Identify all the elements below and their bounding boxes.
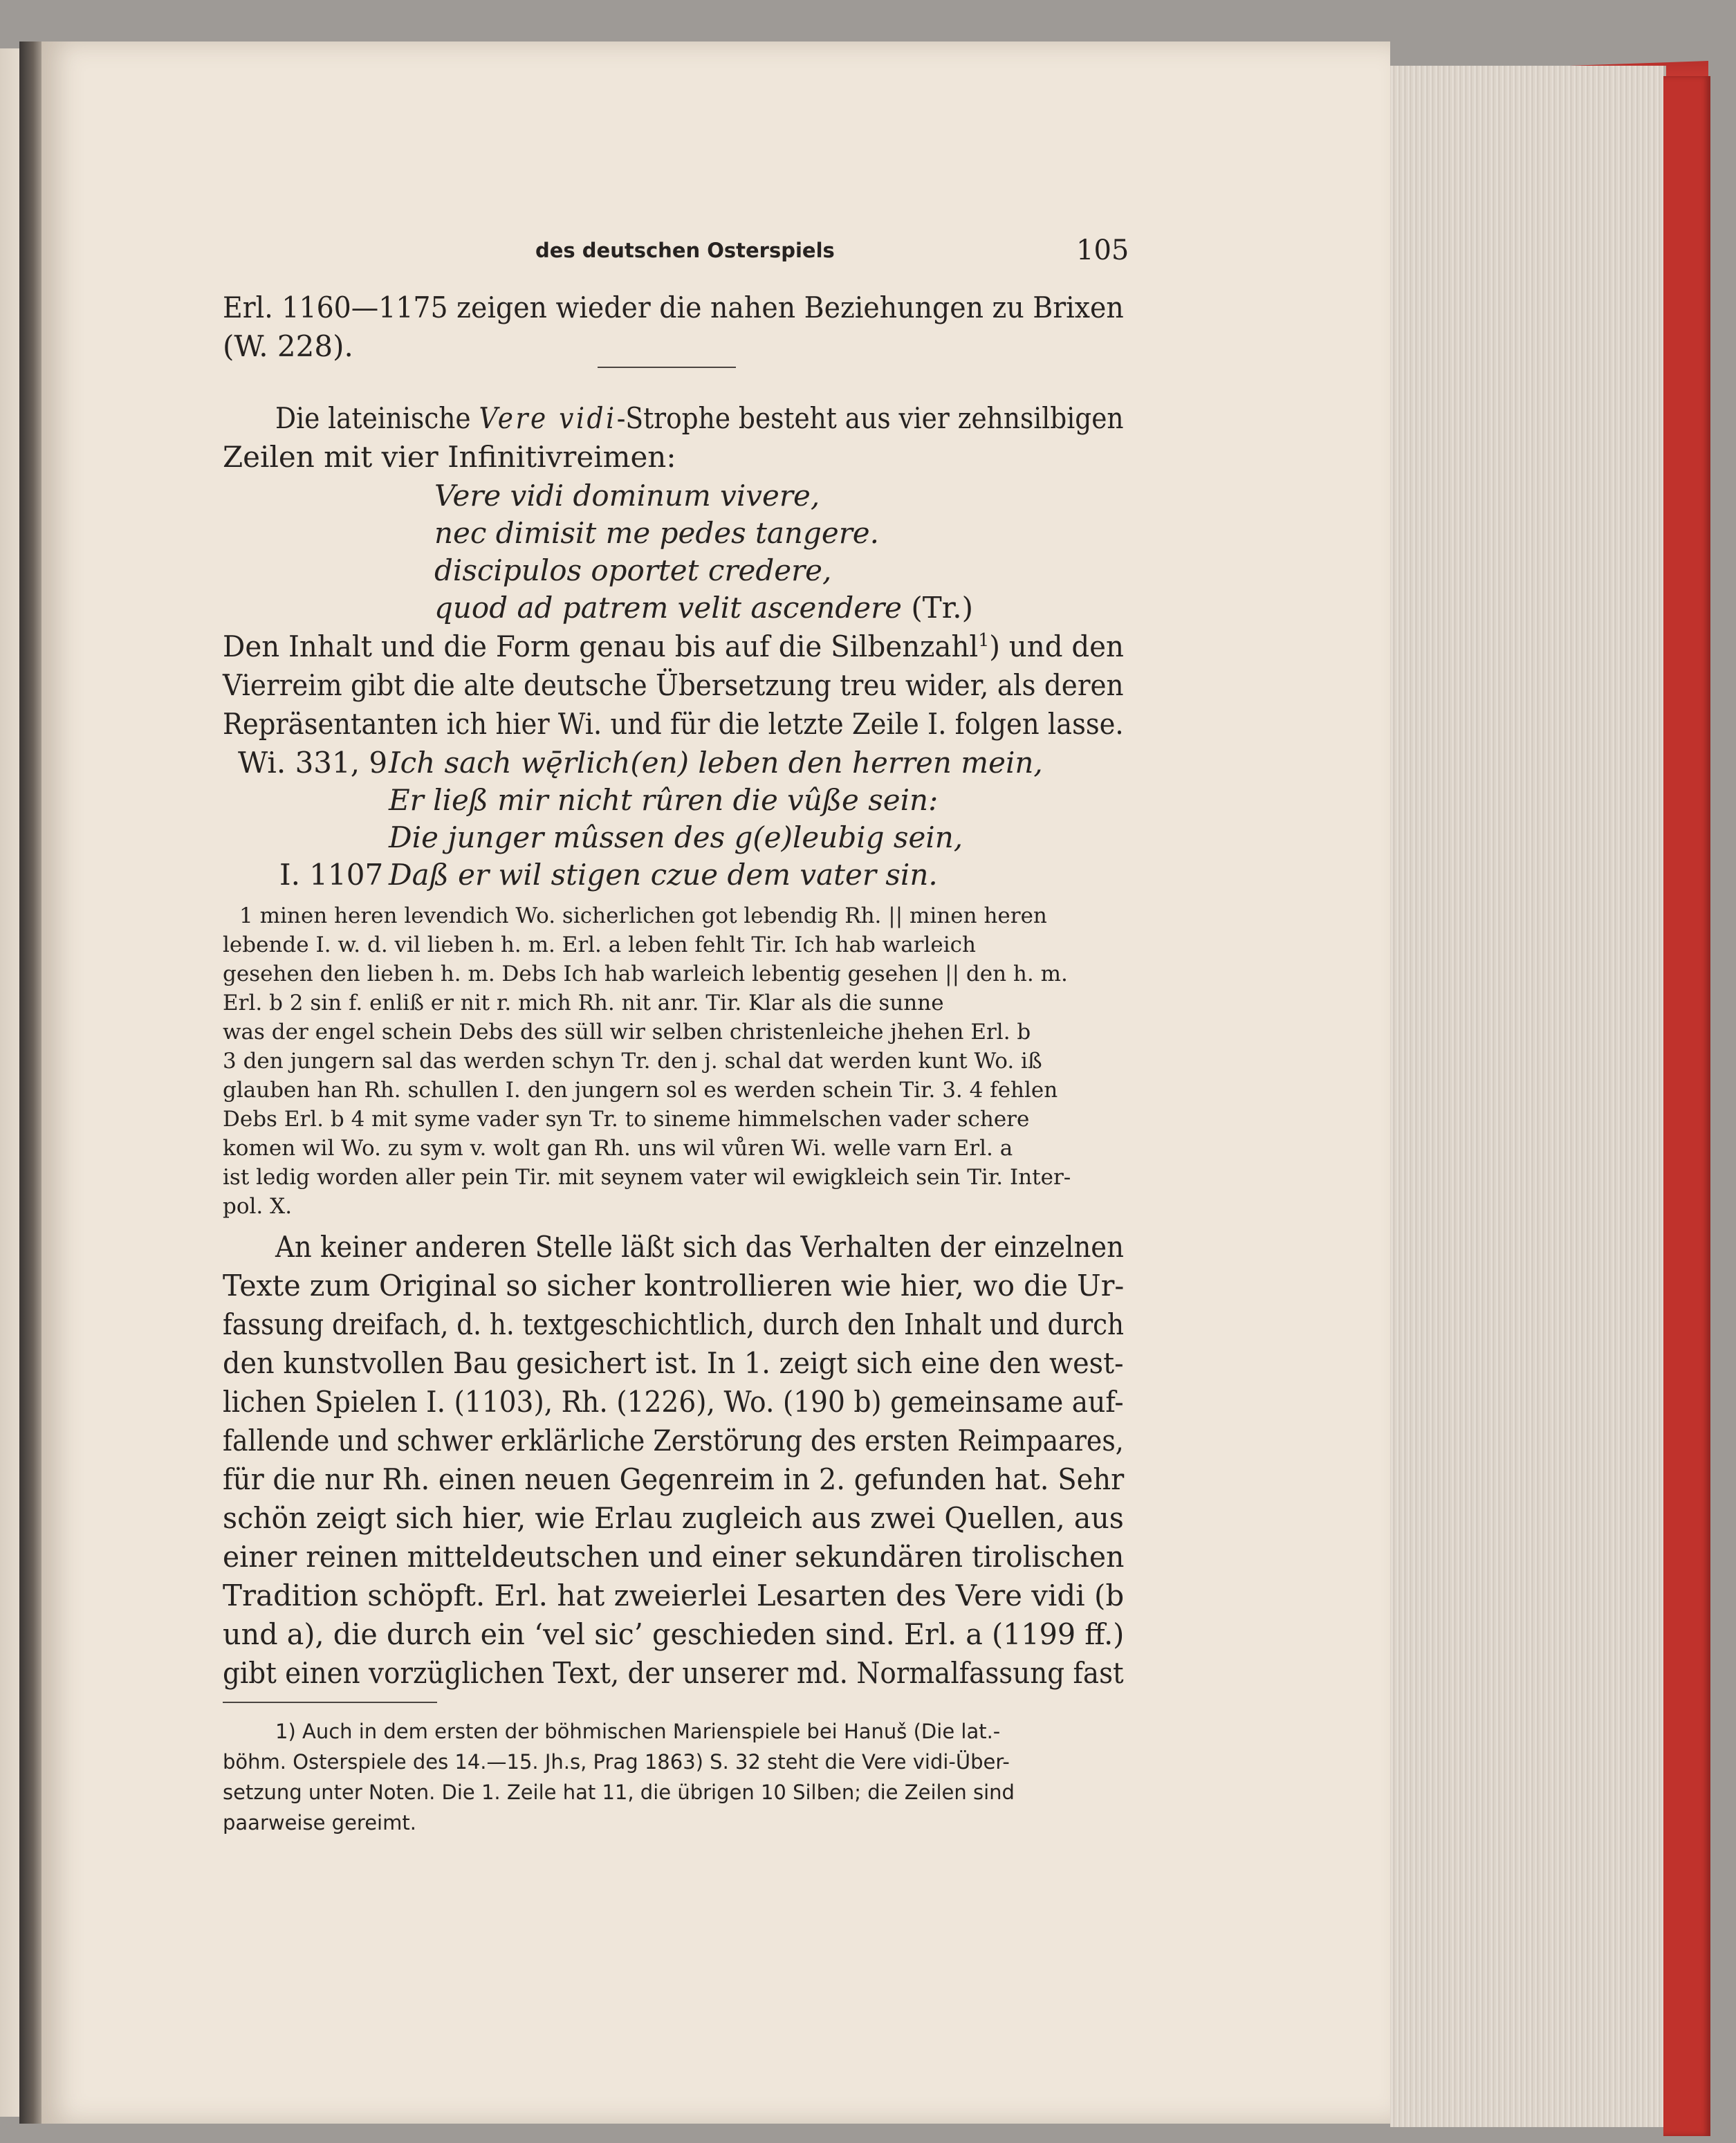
paragraph-4-line: und a), die durch ein ‘vel sic’ geschieden sind. Erl. a (1199 ff.) bbox=[223, 1617, 1125, 1651]
paragraph-2-line-2: Zeilen mit vier Infinitivreimen: bbox=[223, 440, 676, 474]
paragraph-2-line-1 bbox=[275, 401, 1124, 435]
paragraph-3-line-3: Repräsentanten ich hier Wi. und für die letzte Zeile I. folgen lasse. bbox=[223, 707, 1124, 741]
latin-verse-source: (Tr.) bbox=[911, 591, 973, 625]
paragraph-4-line: einer reinen mitteldeutschen und einer sekundären tirolischen bbox=[223, 1540, 1125, 1574]
footnote-line: 1) Auch in dem ersten der böhmischen Marienspiele bei Hanuš (Die lat.- bbox=[275, 1720, 1001, 1743]
paragraph-2-text-c: -Strophe besteht aus vier zehnsilbigen bbox=[616, 401, 1124, 435]
latin-verse-line-2: nec dimisit me pedes tangere. bbox=[434, 516, 879, 550]
apparatus-line: Debs Erl. b 4 mit syme vader syn Tr. to sineme himmelschen vader schere bbox=[223, 1107, 1030, 1132]
apparatus-line: 1 minen heren levendich Wo. sicherlichen got lebendig Rh. || minen heren bbox=[239, 903, 1047, 928]
footnote-line: böhm. Osterspiele des 14.—15. Jh.s, Prag 1863) S. 32 steht die Vere vidi-Über- bbox=[223, 1750, 1010, 1774]
apparatus-line: pol. X. bbox=[223, 1194, 293, 1219]
german-verse-ref-4: I. 1107 bbox=[279, 858, 384, 892]
paragraph-4-line: An keiner anderen Stelle läßt sich das Verhalten der einzelnen bbox=[275, 1230, 1124, 1264]
page-block-edges bbox=[1390, 66, 1666, 2127]
red-cover-board bbox=[1663, 76, 1710, 2136]
paragraph-4-line: den kunstvollen Bau gesichert ist. In 1. zeigt sich eine den west- bbox=[223, 1346, 1124, 1380]
paragraph-3-text-b: ) und den bbox=[989, 629, 1125, 663]
paragraph-4-line: Tradition schöpft. Erl. hat zweierlei Lesarten des Vere vidi (b bbox=[223, 1579, 1125, 1612]
apparatus-line: gesehen den lieben h. m. Debs Ich hab warleich lebentig gesehen || den h. m. bbox=[223, 962, 1068, 986]
paragraph-3-line-1 bbox=[223, 629, 1124, 663]
apparatus-line: 3 den jungern sal das werden schyn Tr. den j. schal dat werden kunt Wo. iß bbox=[223, 1049, 1042, 1074]
apparatus-line: ist ledig worden aller pein Tir. mit seynem vater wil ewigkleich sein Tir. Inter- bbox=[223, 1165, 1071, 1190]
german-verse-ref-1: Wi. 331, 9 bbox=[238, 746, 388, 780]
paragraph-4-line: lichen Spielen I. (1103), Rh. (1226), Wo. (190 b) gemeinsame auf- bbox=[223, 1385, 1124, 1419]
paragraph-4-line: Texte zum Original so sicher kontrollieren wie hier, wo die Ur- bbox=[223, 1269, 1125, 1303]
vere-vidi-term: Vere vidi bbox=[479, 401, 617, 435]
paragraph-1-line-1: Erl. 1160—1175 zeigen wieder die nahen Beziehungen zu Brixen bbox=[223, 291, 1124, 324]
latin-verse-line-3: discipulos oportet credere, bbox=[434, 553, 832, 587]
paragraph-4-line: schön zeigt sich hier, wie Erlau zugleich aus zwei Quellen, aus bbox=[223, 1501, 1124, 1535]
paragraph-1-line-2: (W. 228). bbox=[223, 329, 353, 363]
running-title: des deutschen Osterspiels bbox=[535, 239, 835, 262]
apparatus-line: lebende I. w. d. vil lieben h. m. Erl. a leben fehlt Tir. Ich hab warleich bbox=[223, 932, 976, 957]
footnote-marker: 1 bbox=[978, 630, 990, 651]
german-verse-line-1: Ich sach wę̄rlich(en) leben den herren mein, bbox=[389, 746, 1043, 780]
latin-verse-line-1: Vere vidi dominum vivere, bbox=[434, 479, 820, 513]
section-divider bbox=[598, 367, 736, 368]
paragraph-4-line: fallende und schwer erklärliche Zerstörung des ersten Reimpaares, bbox=[223, 1424, 1124, 1457]
latin-verse-line-4 bbox=[434, 591, 973, 625]
footnote-rule bbox=[223, 1702, 437, 1703]
apparatus-line: was der engel schein Debs des süll wir selben christenleiche jhehen Erl. b bbox=[223, 1020, 1031, 1045]
german-verse-line-4: Daß er wil stigen czue dem vater sin. bbox=[389, 858, 938, 892]
apparatus-line: komen wil Wo. zu sym v. wolt gan Rh. uns wil vůren Wi. welle varn Erl. a bbox=[223, 1136, 1013, 1161]
paragraph-4-line: fassung dreifach, d. h. textgeschichtlich, durch den Inhalt und durch bbox=[223, 1307, 1125, 1341]
footnote-line: paarweise gereimt. bbox=[223, 1811, 416, 1834]
page-number: 105 bbox=[1076, 234, 1129, 266]
paragraph-4-line: für die nur Rh. einen neuen Gegenreim in 2. gefunden hat. Sehr bbox=[223, 1462, 1125, 1496]
paragraph-3-line-2: Vierreim gibt die alte deutsche Übersetzung treu wider, als deren bbox=[223, 668, 1124, 702]
paragraph-4-line: gibt einen vorzüglichen Text, der unserer md. Normalfassung fast bbox=[223, 1656, 1124, 1690]
paragraph-2-text-a: Die lateinische bbox=[275, 401, 479, 435]
german-verse-line-3: Die junger mûssen des g(e)leubig sein, bbox=[389, 820, 963, 854]
apparatus-line: glauben han Rh. schullen I. den jungern sol es werden schein Tir. 3. 4 fehlen bbox=[223, 1078, 1058, 1103]
latin-verse-line-4-text: quod ad patrem velit ascendere bbox=[434, 591, 903, 625]
apparatus-line: Erl. b 2 sin f. enliß er nit r. mich Rh. nit anr. Tir. Klar als die sunne bbox=[223, 991, 944, 1015]
paragraph-3-text-a: Den Inhalt und die Form genau bis auf die Silbenzahl bbox=[223, 629, 979, 663]
german-verse-line-2: Er ließ mir nicht rûren die vûße sein: bbox=[389, 783, 939, 817]
footnote-line: setzung unter Noten. Die 1. Zeile hat 11, die übrigen 10 Silben; die Zeilen sind bbox=[223, 1781, 1015, 1804]
